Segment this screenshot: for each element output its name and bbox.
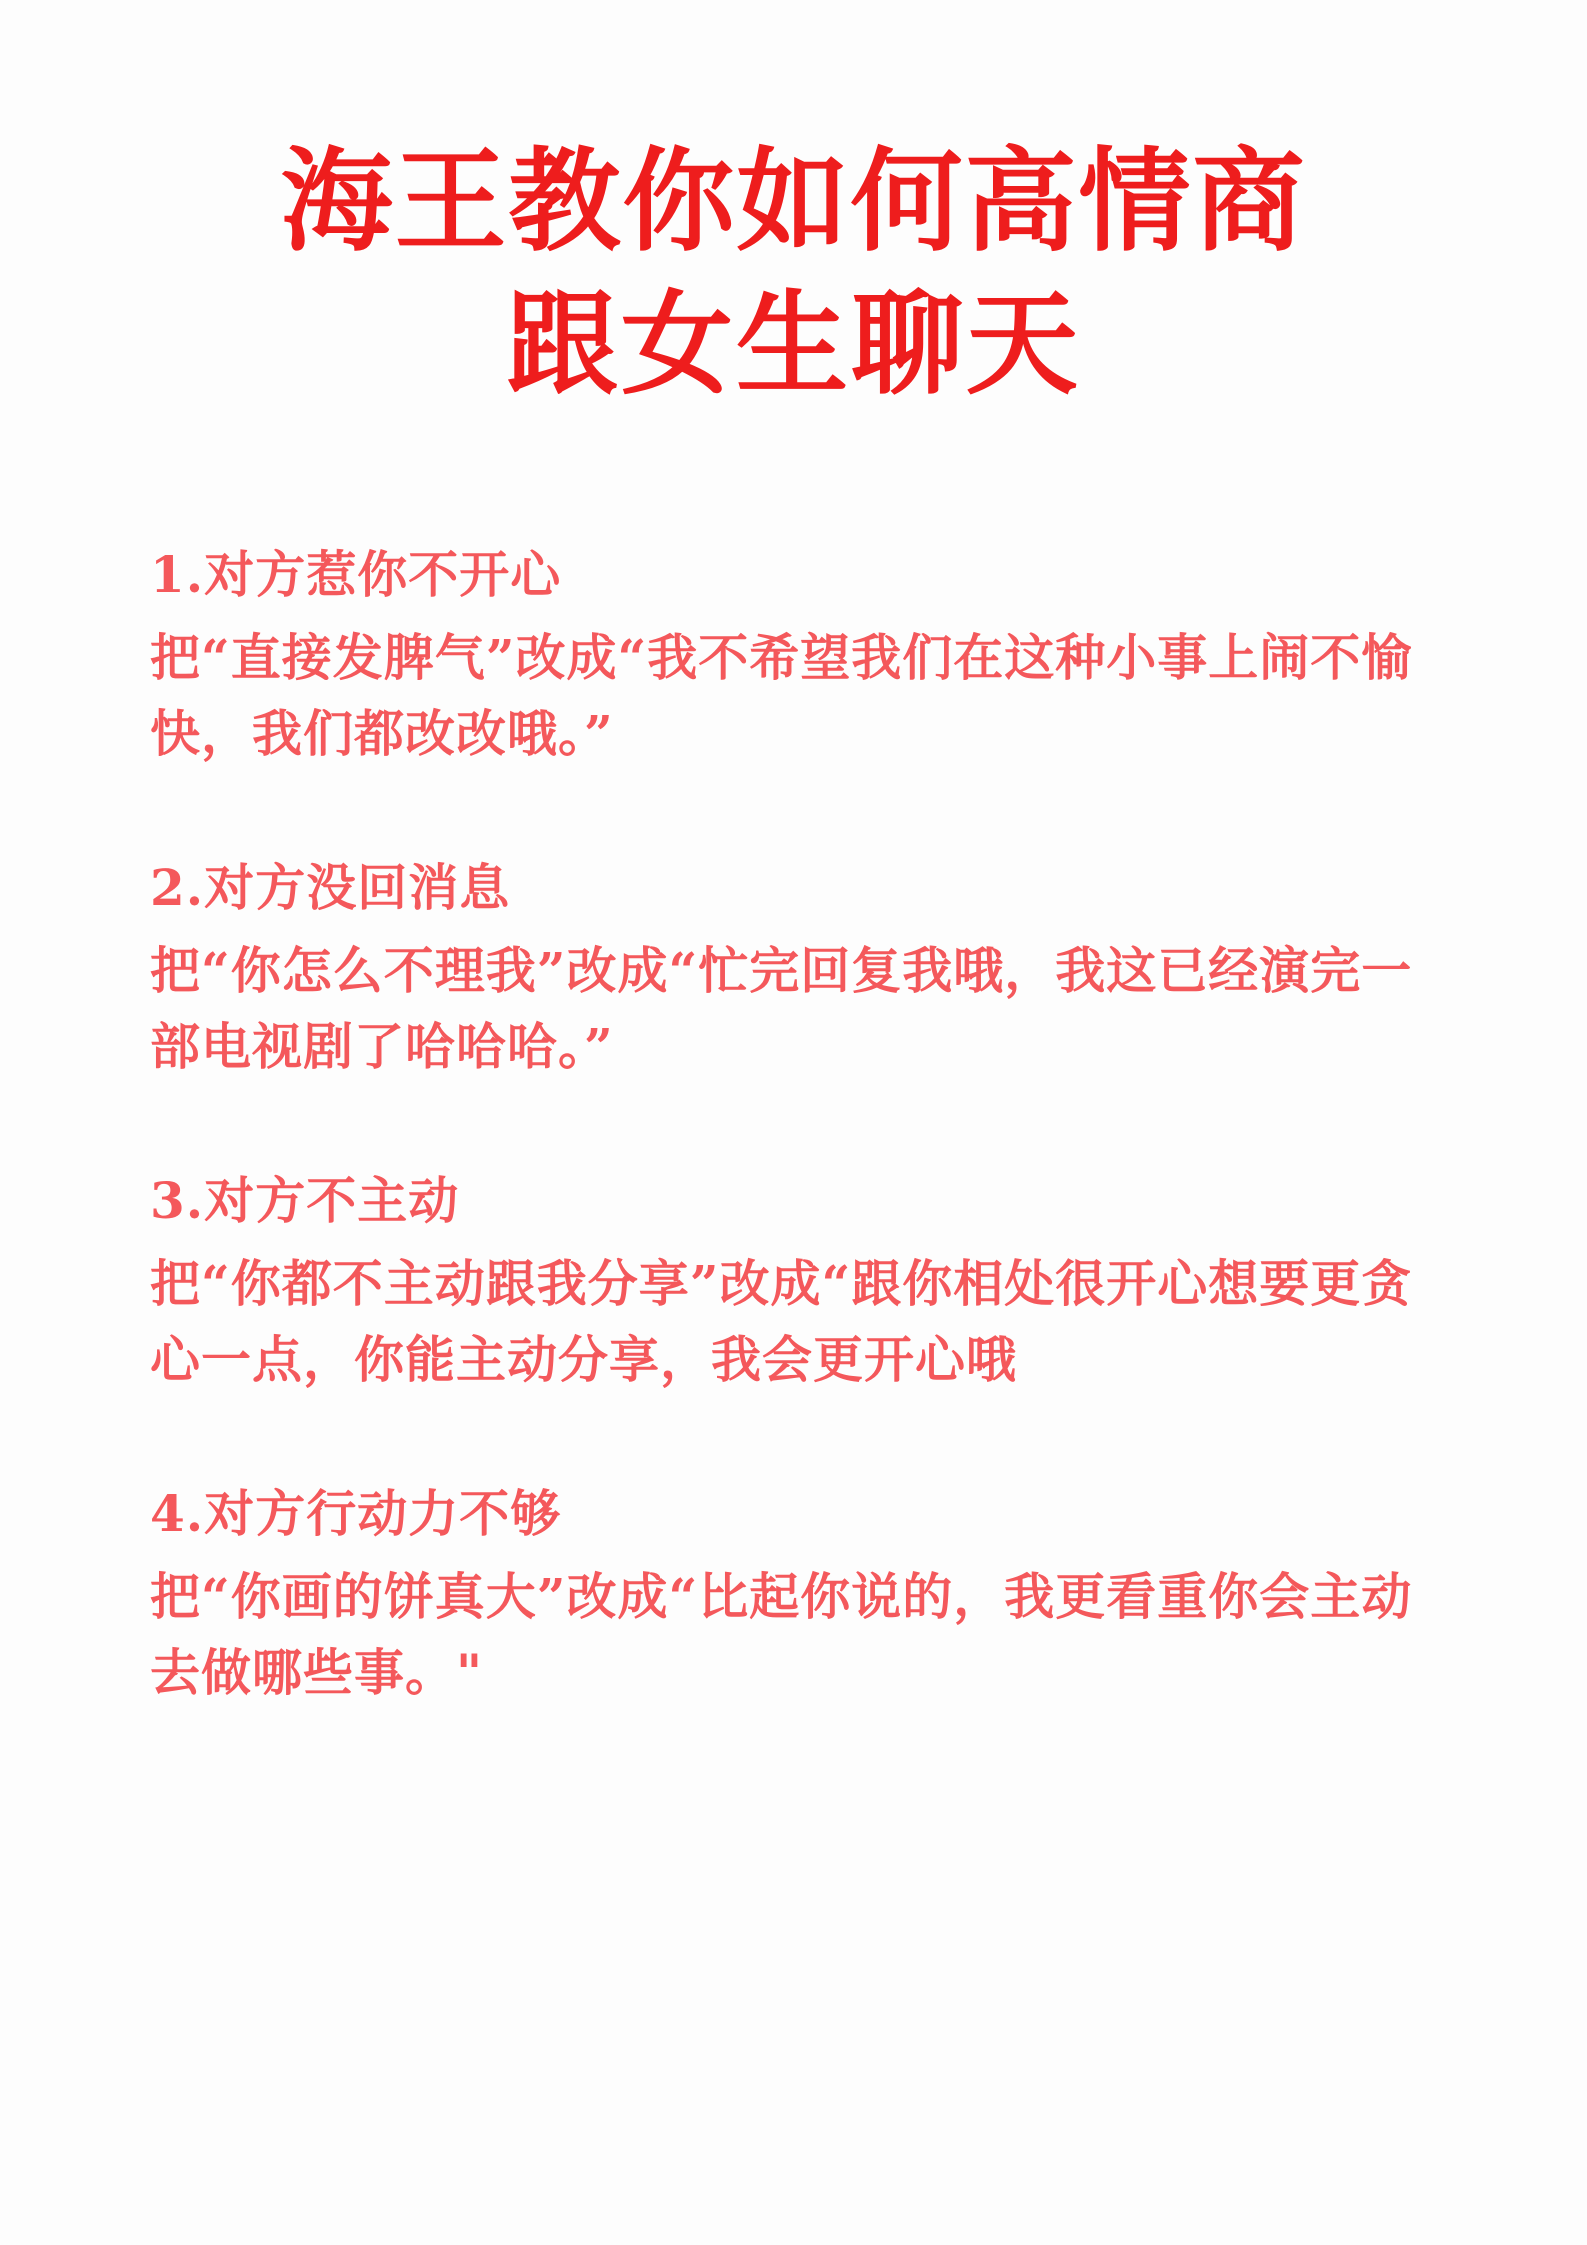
title-line-2: 跟女生聊天 (506, 279, 1081, 411)
tip-body-3: 把“你都不主动跟我分享”改成“跟你相处很开心想要更贪心一点，你能主动分享，我会更开心哦 (150, 1253, 1413, 1389)
tip-heading-2: 2.对方没回消息 (150, 857, 511, 917)
tip-heading-3: 3.对方不主动 (150, 1170, 460, 1230)
tip-body-1: 把“直接发脾气”改成“我不希望我们在这种小事上闹不愉快，我们都改改哦。” (150, 627, 1413, 763)
tip-heading-4: 4.对方行动力不够 (150, 1483, 562, 1543)
list-item (150, 850, 1437, 1085)
tip-body-4: 把“你画的饼真大”改成“比起你说的，我更看重你会主动去做哪些事。" (150, 1566, 1413, 1702)
tips-list (150, 537, 1437, 1711)
page-title (150, 130, 1437, 417)
title-line-1: 海王教你如何高情商 (280, 136, 1307, 267)
list-item (150, 1476, 1437, 1711)
list-item (150, 537, 1437, 772)
tip-body-2: 把“你怎么不理我”改成“忙完回复我哦，我这已经演完一部电视剧了哈哈哈。” (150, 940, 1413, 1076)
list-item (150, 1163, 1437, 1398)
tip-heading-1: 1.对方惹你不开心 (150, 544, 562, 604)
